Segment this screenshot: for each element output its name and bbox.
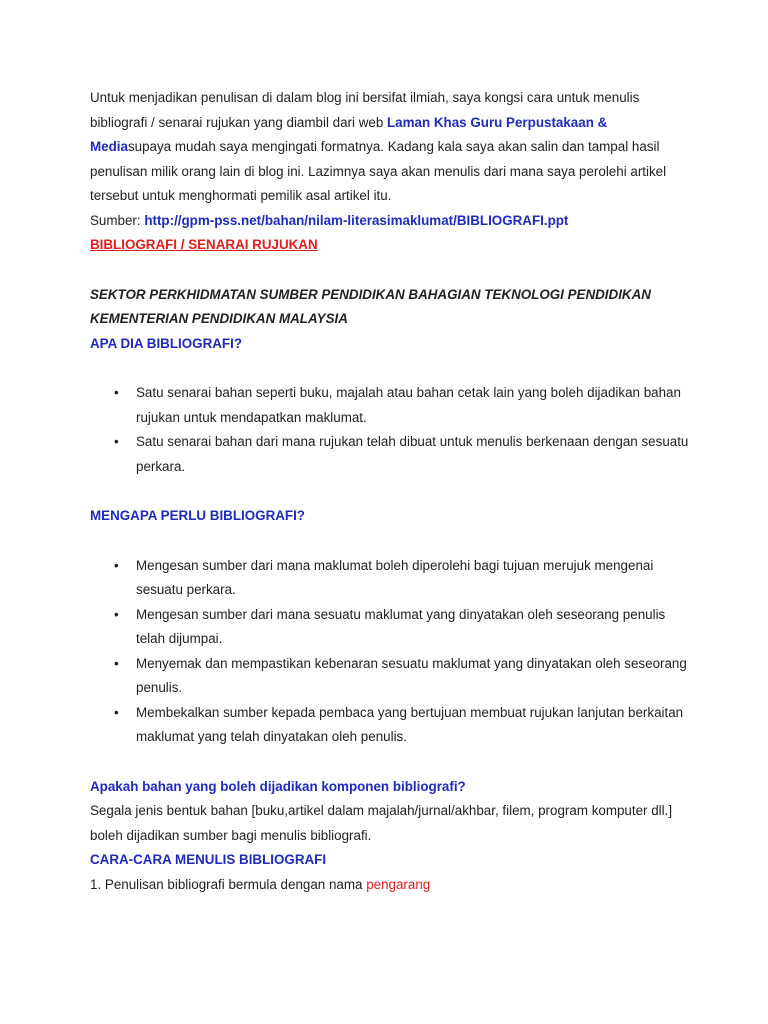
section-heading-components: Apakah bahan yang boleh dijadikan komponen bibliografi? — [90, 778, 466, 794]
bullet-icon: • — [114, 655, 119, 671]
spacer — [90, 750, 690, 775]
spacer — [90, 258, 690, 283]
list-item-text: Membekalkan sumber kepada pembaca yang bertujuan membuat rujukan lanjutan berkaitan maklumat yang telah dinyatakan oleh penulis. — [136, 704, 684, 744]
section-heading-how-to: CARA-CARA MENULIS BIBLIOGRAFI — [90, 852, 327, 867]
spacer — [90, 479, 690, 504]
list-item — [90, 554, 690, 603]
document-page — [90, 86, 690, 897]
intro-paragraph — [90, 86, 690, 209]
organization-line: SEKTOR PERKHIDMATAN SUMBER PENDIDIKAN BAHAGIAN TEKNOLOGI PENDIDIKAN KEMENTERIAN PENDIDIKAN MALAYSIA — [90, 286, 651, 326]
step-1-text: 1. Penulisan bibliografi bermula dengan nama — [90, 876, 367, 892]
list-item-text: Satu senarai bahan seperti buku, majalah atau bahan cetak lain yang boleh dijadikan bahan rujukan untuk mendapatkan maklumat. — [136, 385, 681, 425]
list-item — [90, 701, 690, 750]
list-item-text: Menyemak dan mempastikan kebenaran sesuatu maklumat yang dinyatakan oleh seseorang penulis. — [136, 655, 687, 695]
list-item — [90, 603, 690, 652]
spacer — [90, 529, 690, 554]
bullet-list-why — [90, 554, 690, 750]
list-item — [90, 381, 690, 430]
section-heading-what-is: APA DIA BIBLIOGRAFI? — [90, 335, 242, 351]
bullet-icon: • — [114, 434, 119, 449]
bullet-icon: • — [114, 385, 119, 400]
intro-text-after-link: supaya mudah saya mengingati formatnya. Kadang kala saya akan salin dan tampal hasil penulisan milik orang lain di blog ini. Lazimnya saya akan menulis dari mana saya perolehi artikel tersebut untuk menghormati pemilik asal artikel itu. — [90, 139, 667, 203]
section-heading-why: MENGAPA PERLU BIBLIOGRAFI? — [90, 508, 305, 523]
components-paragraph: Segala jenis bentuk bahan [buku,artikel dalam majalah/jurnal/akhbar, filem, program komputer dll.] boleh dijadikan sumber bagi menulis bibliografi. — [90, 803, 673, 843]
how-to-step-1 — [90, 873, 690, 898]
author-highlight: pengarang — [366, 876, 431, 892]
list-item — [90, 652, 690, 701]
source-url-link[interactable]: http://gpm-pss.net/bahan/nilam-literasimaklumat/BIBLIOGRAFI.ppt — [144, 212, 569, 228]
spacer — [90, 356, 690, 381]
bullet-icon: • — [114, 557, 119, 573]
bullet-icon: • — [114, 606, 119, 622]
list-item-text: Satu senarai bahan dari mana rujukan telah dibuat untuk menulis berkenaan dengan sesuatu perkara. — [136, 434, 689, 474]
list-item-text: Mengesan sumber dari mana sesuatu maklumat yang dinyatakan oleh seseorang penulis telah dijumpai. — [136, 606, 666, 646]
source-line — [90, 209, 690, 234]
list-item-text: Mengesan sumber dari mana maklumat boleh diperolehi bagi tujuan merujuk mengenai sesuatu perkara. — [136, 557, 654, 597]
source-label: Sumber: — [90, 212, 145, 228]
bullet-list-what-is — [90, 381, 690, 479]
document-title: BIBLIOGRAFI / SENARAI RUJUKAN — [90, 237, 318, 252]
gpm-website-link[interactable]: Laman Khas Guru Perpustakaan & Media — [90, 114, 608, 154]
list-item — [90, 430, 690, 479]
bullet-icon: • — [114, 704, 119, 720]
intro-text-before-link: Untuk menjadikan penulisan di dalam blog ini bersifat ilmiah, saya kongsi cara untuk menulis bibliografi / senarai rujukan yang diambil dari web — [90, 90, 640, 130]
